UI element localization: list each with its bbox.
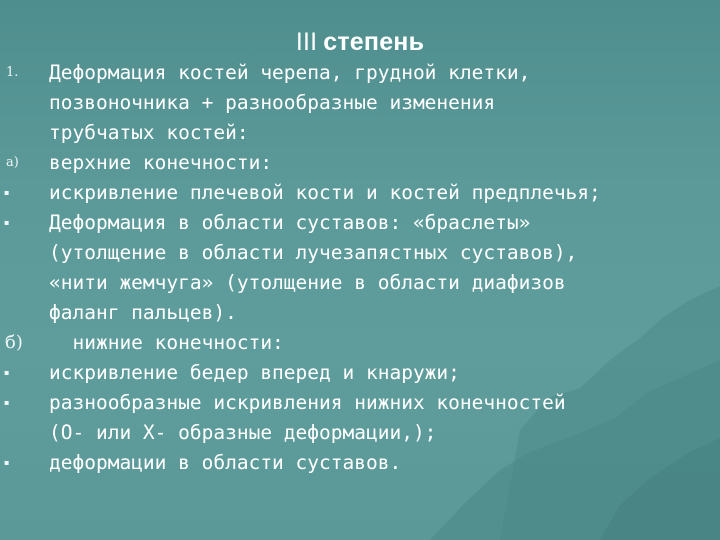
- list-item-text: «нити жемчуга» (утолщение в области диафизов: [49, 271, 566, 294]
- list-item: [0, 178, 720, 208]
- list-item-text: нижние конечности:: [49, 331, 284, 354]
- content-list: [0, 58, 720, 478]
- list-item: [0, 388, 720, 418]
- list-item: [0, 148, 720, 178]
- list-item-continuation: [0, 298, 720, 328]
- slide-title-word: степень: [323, 28, 425, 56]
- list-item-text: разнообразные искривления нижних конечностей: [49, 391, 566, 414]
- list-item-continuation: [0, 118, 720, 148]
- list-item-continuation: [0, 238, 720, 268]
- list-item: [0, 58, 720, 88]
- list-item-continuation: [0, 88, 720, 118]
- list-item: [0, 328, 720, 358]
- list-marker-number: 1.: [6, 65, 19, 80]
- bullet-icon: ▪: [4, 218, 10, 227]
- bullet-icon: ▪: [4, 398, 10, 407]
- list-item: [0, 208, 720, 238]
- list-item-text: фаланг пальцев).: [49, 301, 237, 324]
- list-item-text: Деформация костей черепа, грудной клетки,: [49, 61, 531, 84]
- list-item-text: трубчатых костей:: [49, 121, 249, 144]
- list-item-text: Деформация в области суставов: «браслеты»: [49, 211, 531, 234]
- list-item-continuation: [0, 418, 720, 448]
- list-marker-letter: a): [6, 155, 19, 170]
- slide-title-numeral: III: [295, 28, 318, 56]
- bullet-icon: ▪: [4, 458, 10, 467]
- list-item-text: (утолщение в области лучезапястных суставов),: [49, 241, 578, 264]
- bullet-icon: ▪: [4, 188, 10, 197]
- list-item-text: искривление бедер вперед и кнаружи;: [49, 361, 460, 384]
- list-item-text: (О- или Х- образные деформации,);: [49, 421, 437, 444]
- list-marker-letter: б): [5, 332, 23, 353]
- list-item-continuation: [0, 268, 720, 298]
- slide-title: [0, 28, 720, 57]
- list-item-text: деформации в области суставов.: [49, 451, 402, 474]
- list-item-text: искривление плечевой кости и костей предплечья;: [49, 181, 601, 204]
- list-item-text: верхние конечности:: [49, 151, 273, 174]
- list-item: [0, 358, 720, 388]
- list-item: [0, 448, 720, 478]
- bullet-icon: ▪: [4, 368, 10, 377]
- list-item-text: позвоночника + разнообразные изменения: [49, 91, 496, 114]
